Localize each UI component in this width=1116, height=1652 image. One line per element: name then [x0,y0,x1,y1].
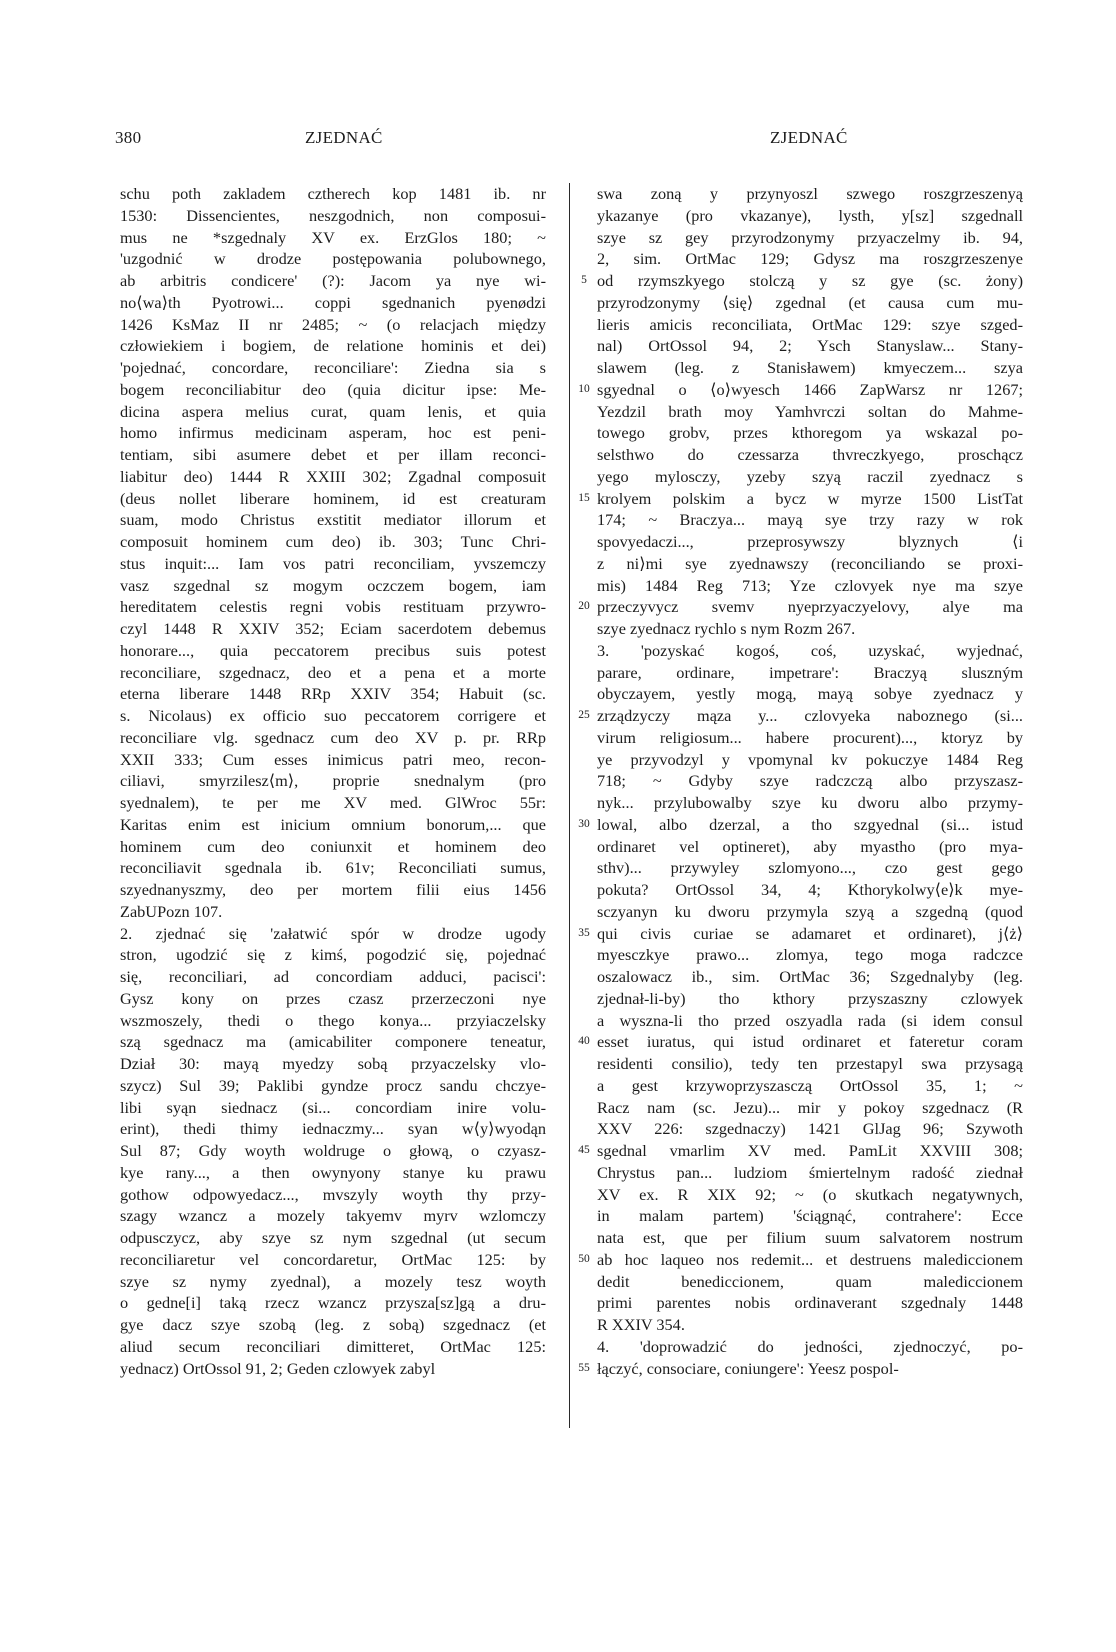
text-line: 2. zjednać się 'załatwić spór w drodze ugody [120,923,546,943]
text-line: z ni⟩mi sye zyednawszy (reconciliando se proxi- [597,553,1023,573]
text-line: od rzymszkyego stolczą y sz gye (sc. żony) [597,271,1023,290]
text-line: sgednal vmarlim XV med. PamLit XXVIII 308; [597,1141,1023,1160]
text-line: zjednał-li-by) tho kthory przyszaszny czlowyek [597,988,1023,1008]
running-head-left: ZJEDNAĆ [305,128,383,147]
text-line: pokuta? OrtOssol 34, 4; Kthorykolwy⟨e⟩k mye- [597,880,1023,899]
text-line: o gedne[i] taką rzecz wzancz przysza[sz]gą a dru- [120,1293,546,1313]
text-line: 'pojednać, concordare, reconciliare': Ziedna sia s [120,358,546,377]
text-line: szye zyednacz rychlo s nym Rozm 267. [597,619,856,638]
text-line: libi syąn siednacz (si... concordiam inire volu- [120,1097,546,1117]
text-line: s. Nicolaus) ex officio suo peccatorem corrigere et [120,706,546,725]
text-line: sczyanyn ku dworu przymyla szyą a szgedną (quod [597,901,1023,921]
line-number: 30 [578,817,590,830]
text-line: ab arbitris condicere' (?): Jacom ya nye wi- [120,271,546,290]
text-line: reconciliaretur vel concordaretur, OrtMac 125: by [120,1249,546,1269]
text-line: zrządzyczy mąza y... czlovyeka naboznego (si... [597,706,1023,725]
text-line: mis) 1484 Reg 713; Yze czlovyek nye ma szye [597,575,1023,595]
text-line: Chrystus pan... ludziom śmiertelnym radość ziednał [597,1162,1023,1182]
line-number: 35 [578,926,590,939]
text-line: XXII 333; Cum esses inimicus patri meo, recon- [120,749,546,769]
text-line: a gest krzywoprzyszasczą OrtOssol 35, 1; ~ [597,1075,1023,1095]
text-line: suam, modo Christus exstitit mediator illorum et [120,510,546,530]
text-line: ZabUPozn 107. [120,901,223,921]
text-line: honorare..., quia peccatorem precibus suis potest [120,640,546,660]
text-line: lieris amicis reconciliata, OrtMac 129: szye szged- [597,314,1023,334]
page-number: 380 [115,128,142,147]
text-line: szye sz nymy zyednal), a mozely tesz woyth [120,1271,546,1291]
text-line: liabitur deo) 1444 R XXIII 302; Zgadnal composuit [120,466,546,486]
text-line: spovyedaczi..., przeprosywszy blyznych ⟨i [597,532,1023,551]
text-line: ye przyvodzyl y vpomynal kv pokuczye 1484 Reg [597,749,1023,769]
text-line: XXV 226: szgednaczy) 1421 GlJag 96; Szywoth [597,1119,1023,1139]
text-line: stron, ugodzić się z kimś, pogodzić się, pojednać [120,945,546,965]
text-line: tentiam, sibi asumere debet et per illam reconci- [120,445,546,464]
text-line: 1426 KsMaz II nr 2485; ~ (o relacjach między [120,314,546,334]
text-line: szye sz gey przyrodzonymy przyaczelmy ib. 94, [597,227,1023,247]
text-line: ciliavi, smyrzilesz⟨m⟩, proprie snednalym (pro [120,771,546,791]
right-column [597,183,1023,1379]
text-line: reconciliare vlg. sgednacz cum deo XV p. pr. RRp [120,727,546,747]
text-line: nal) OrtOssol 94, 2; Ysch Stanyslaw... Stany- [597,336,1023,356]
text-line: sgyednal o ⟨o⟩wyesch 1466 ZapWarsz nr 1267; [597,379,1023,399]
line-number: 5 [581,274,587,286]
text-line: a wyszna-li tho przed oszyadla rada (si idem consul [597,1010,1023,1030]
text-line: sthv)... przywyley szlomyono..., czo gest gego [597,858,1023,878]
line-number: 40 [578,1035,590,1048]
text-line: XV ex. R XIX 92; ~ (o skutkach negatywnych, [597,1184,1023,1204]
text-line: nyk... przylubowalby szye ku dworu albo przymy- [597,793,1023,812]
text-line: reconciliare, szgednacz, deo et a pena et a morte [120,662,546,682]
line-number: 50 [578,1252,590,1265]
text-line: ykazanye (pro vkazanye), lysth, y[sz] szgednall [597,205,1023,225]
text-line: (deus nollet liberare hominem, id est creaturam [120,488,546,508]
text-line: eterna liberare 1448 RRp XXIV 354; Habuit (sc. [120,684,546,704]
text-line: lowal, albo dzerzal, a tho szgyednal (si... istud [597,814,1023,834]
text-line: 1530: Dissencientes, neszgodnich, non composui- [120,205,546,225]
text-line: krolyem polskim a bycz w myrze 1500 ListTat [597,488,1023,508]
text-line: czyl 1448 R XXIV 352; Eciam sacerdotem debemus [120,619,546,638]
text-line: qui civis curiae se adamaret et ordinaret), j⟨ż⟩ [597,923,1023,943]
text-line: 718; ~ Gdyby szye radczczą albo przyszasz- [597,771,1023,791]
text-line: residenti consilio), tedy ten przestapyl swa przysagą [597,1054,1023,1073]
text-line: Yezdzil brath moy Yamhvrczi soltan do Mahme- [597,401,1023,421]
text-line: się, reconciliari, ad concordiam adduci, pacisci': [120,967,546,986]
text-line: parare, ordinare, impetrare': Braczyą sluszným [597,662,1023,682]
line-number: 20 [578,600,590,613]
text-line: Dział 30: mayą myedzy sobą przyaczelsky vlo- [120,1054,546,1073]
text-line: Karitas enim est inicium omnium bonorum,... que [120,814,546,834]
text-line: stus inquit:... Iam vos patri reconciliam, yvszemczy [120,553,546,573]
text-line: syednalem), te per me XV med. GlWroc 55r: [120,793,546,812]
text-line: człowiekiem i bogiem, de relatione hominis et dei) [120,336,546,356]
text-line: bogem reconciliabitur deo (quia dicitur ipse: Me- [120,379,546,399]
text-line: slawem (leg. z Stanisławem) kmyeczem... szya [597,358,1023,377]
text-line: myesczkye prawo... zlomya, tego moga radczce [597,945,1023,965]
text-line: primi parentes nobis ordinaverant szgednaly 1448 [597,1293,1023,1313]
text-line: in malam partem) 'ściągnąć, contrahere': Ecce [597,1206,1023,1226]
text-line: obyczayem, yestly mogą, mayą sobye zyednacz y [597,684,1023,704]
text-line: Sul 87; Gdy woyth woldruge o głową, o czyasz- [120,1141,546,1160]
text-line: homo infirmus medicinam asperam, hoc est peni- [120,423,546,443]
text-line: no⟨wa⟩th Pyotrowi... coppi sgednanich pyenødzi [120,292,546,312]
text-line: hereditatem celestis regni vobis restituam przywro- [120,597,546,617]
text-line: ordinaret vel optineret), aby myastho (pro mya- [597,836,1023,856]
text-line: yego mylosczy, yzeby szyą raczil zyednacz s [597,466,1023,486]
text-line: szą sgednacz ma (amicabiliter componere teneatur, [120,1032,546,1052]
text-line: przeczyvycz svemv nyeprzyaczyelovy, alye ma [597,597,1023,617]
text-line: gothow odpowyedacz..., mvszyly woyth thy przy- [120,1184,546,1204]
text-line: kye rany..., a then owynyony stanye ku prawu [120,1162,546,1182]
line-number: 15 [578,491,590,504]
text-line: dicina aspera melius curat, quam lenis, et quia [120,401,546,421]
text-line: reconciliavit sgednala ib. 61v; Reconciliati sumus, [120,858,546,878]
column-divider [569,183,570,1428]
text-line: dedit benediccionem, quam malediccionem [597,1271,1023,1291]
line-number: 55 [578,1361,590,1374]
text-line: towego grobv, przes kthoregom ya wskazal po- [597,423,1023,443]
text-line: odpusczycz, aby szye sz nym szgednal (ut secum [120,1228,546,1247]
text-line: 4. 'doprowadzić do jedności, zjednoczyć, po- [597,1336,1023,1356]
running-head-right: ZJEDNAĆ [770,128,848,147]
text-line: szagy wzancz a mozely takyemv myrv wzlomczy [120,1206,546,1226]
text-line: gye dacz szye szobą (leg. z sobą) szgednacz (et [120,1315,546,1334]
text-line: 2, sim. OrtMac 129; Gdysz ma roszgrzeszenye [597,249,1023,269]
text-line: szyednanyszmy, deo per mortem filii eius 1456 [120,880,546,899]
text-line: 174; ~ Braczya... mayą sye trzy razy w rok [597,510,1023,530]
text-line: oszalowacz ib., sim. OrtMac 36; Szgednalyby (leg. [597,967,1023,986]
text-line: mus ne *szgednaly XV ex. ErzGlos 180; ~ [120,227,546,247]
text-line: erint), thedi thimy iednaczmy... syan w⟨y⟩wyodąn [120,1119,546,1139]
text-line: vasz szgednal sz mogym oczczem bogem, iam [120,575,546,595]
text-line: swa zoną y przynyoszl szwego roszgrzeszenyą [597,184,1023,203]
text-line: przyrodzonymy ⟨się⟩ zgednal (et causa cum mu- [597,292,1023,312]
text-line: yednacz) OrtOssol 91, 2; Geden czlowyek zabyl [120,1358,436,1378]
text-line: wszmoszely, thedi o thego konya... przyiaczelsky [120,1010,546,1030]
text-line: esset iuratus, qui istud ordinaret et fateretur coram [597,1032,1023,1052]
text-line: łączyć, consociare, coniungere': Yeesz pospol- [597,1358,899,1378]
text-line: 3. 'pozyskać kogoś, coś, uzyskać, wyjednać, [597,640,1023,660]
text-line: aliud secum reconciliari dimitteret, OrtMac 125: [120,1336,546,1356]
text-line: szycz) Sul 39; Paklibi gyndze procz sandu chczye- [120,1075,546,1095]
text-line: Gysz kony on przes czasz przerzeczoni nye [120,988,546,1008]
text-line: Racz nam (sc. Jezu)... mir y pokoy szgednacz (R [597,1097,1023,1117]
text-line: hominem cum deo coniunxit et hominem deo [120,836,546,856]
text-line: ab hoc laqueo nos redemit... et destruens malediccionem [597,1249,1023,1269]
text-line: virum religiosum... habere procurent)..., ktoryz by [597,727,1023,747]
left-column [120,183,546,1379]
text-line: nata est, que per filium suum salvatorem nostrum [597,1228,1023,1247]
text-line: selsthwo do czessarza thvreczkyego, proschącz [597,445,1023,464]
line-number: 10 [578,382,590,395]
text-line: R XXIV 354. [597,1315,685,1334]
text-line: composuit hominem cum deo) ib. 303; Tunc Chri- [120,532,546,551]
text-line: 'uzgodnić w drodze postępowania polubownego, [120,249,546,269]
text-line: schu poth zakladem cztherech kop 1481 ib. nr [120,184,546,203]
line-number: 25 [578,709,590,721]
line-number: 45 [578,1144,590,1156]
